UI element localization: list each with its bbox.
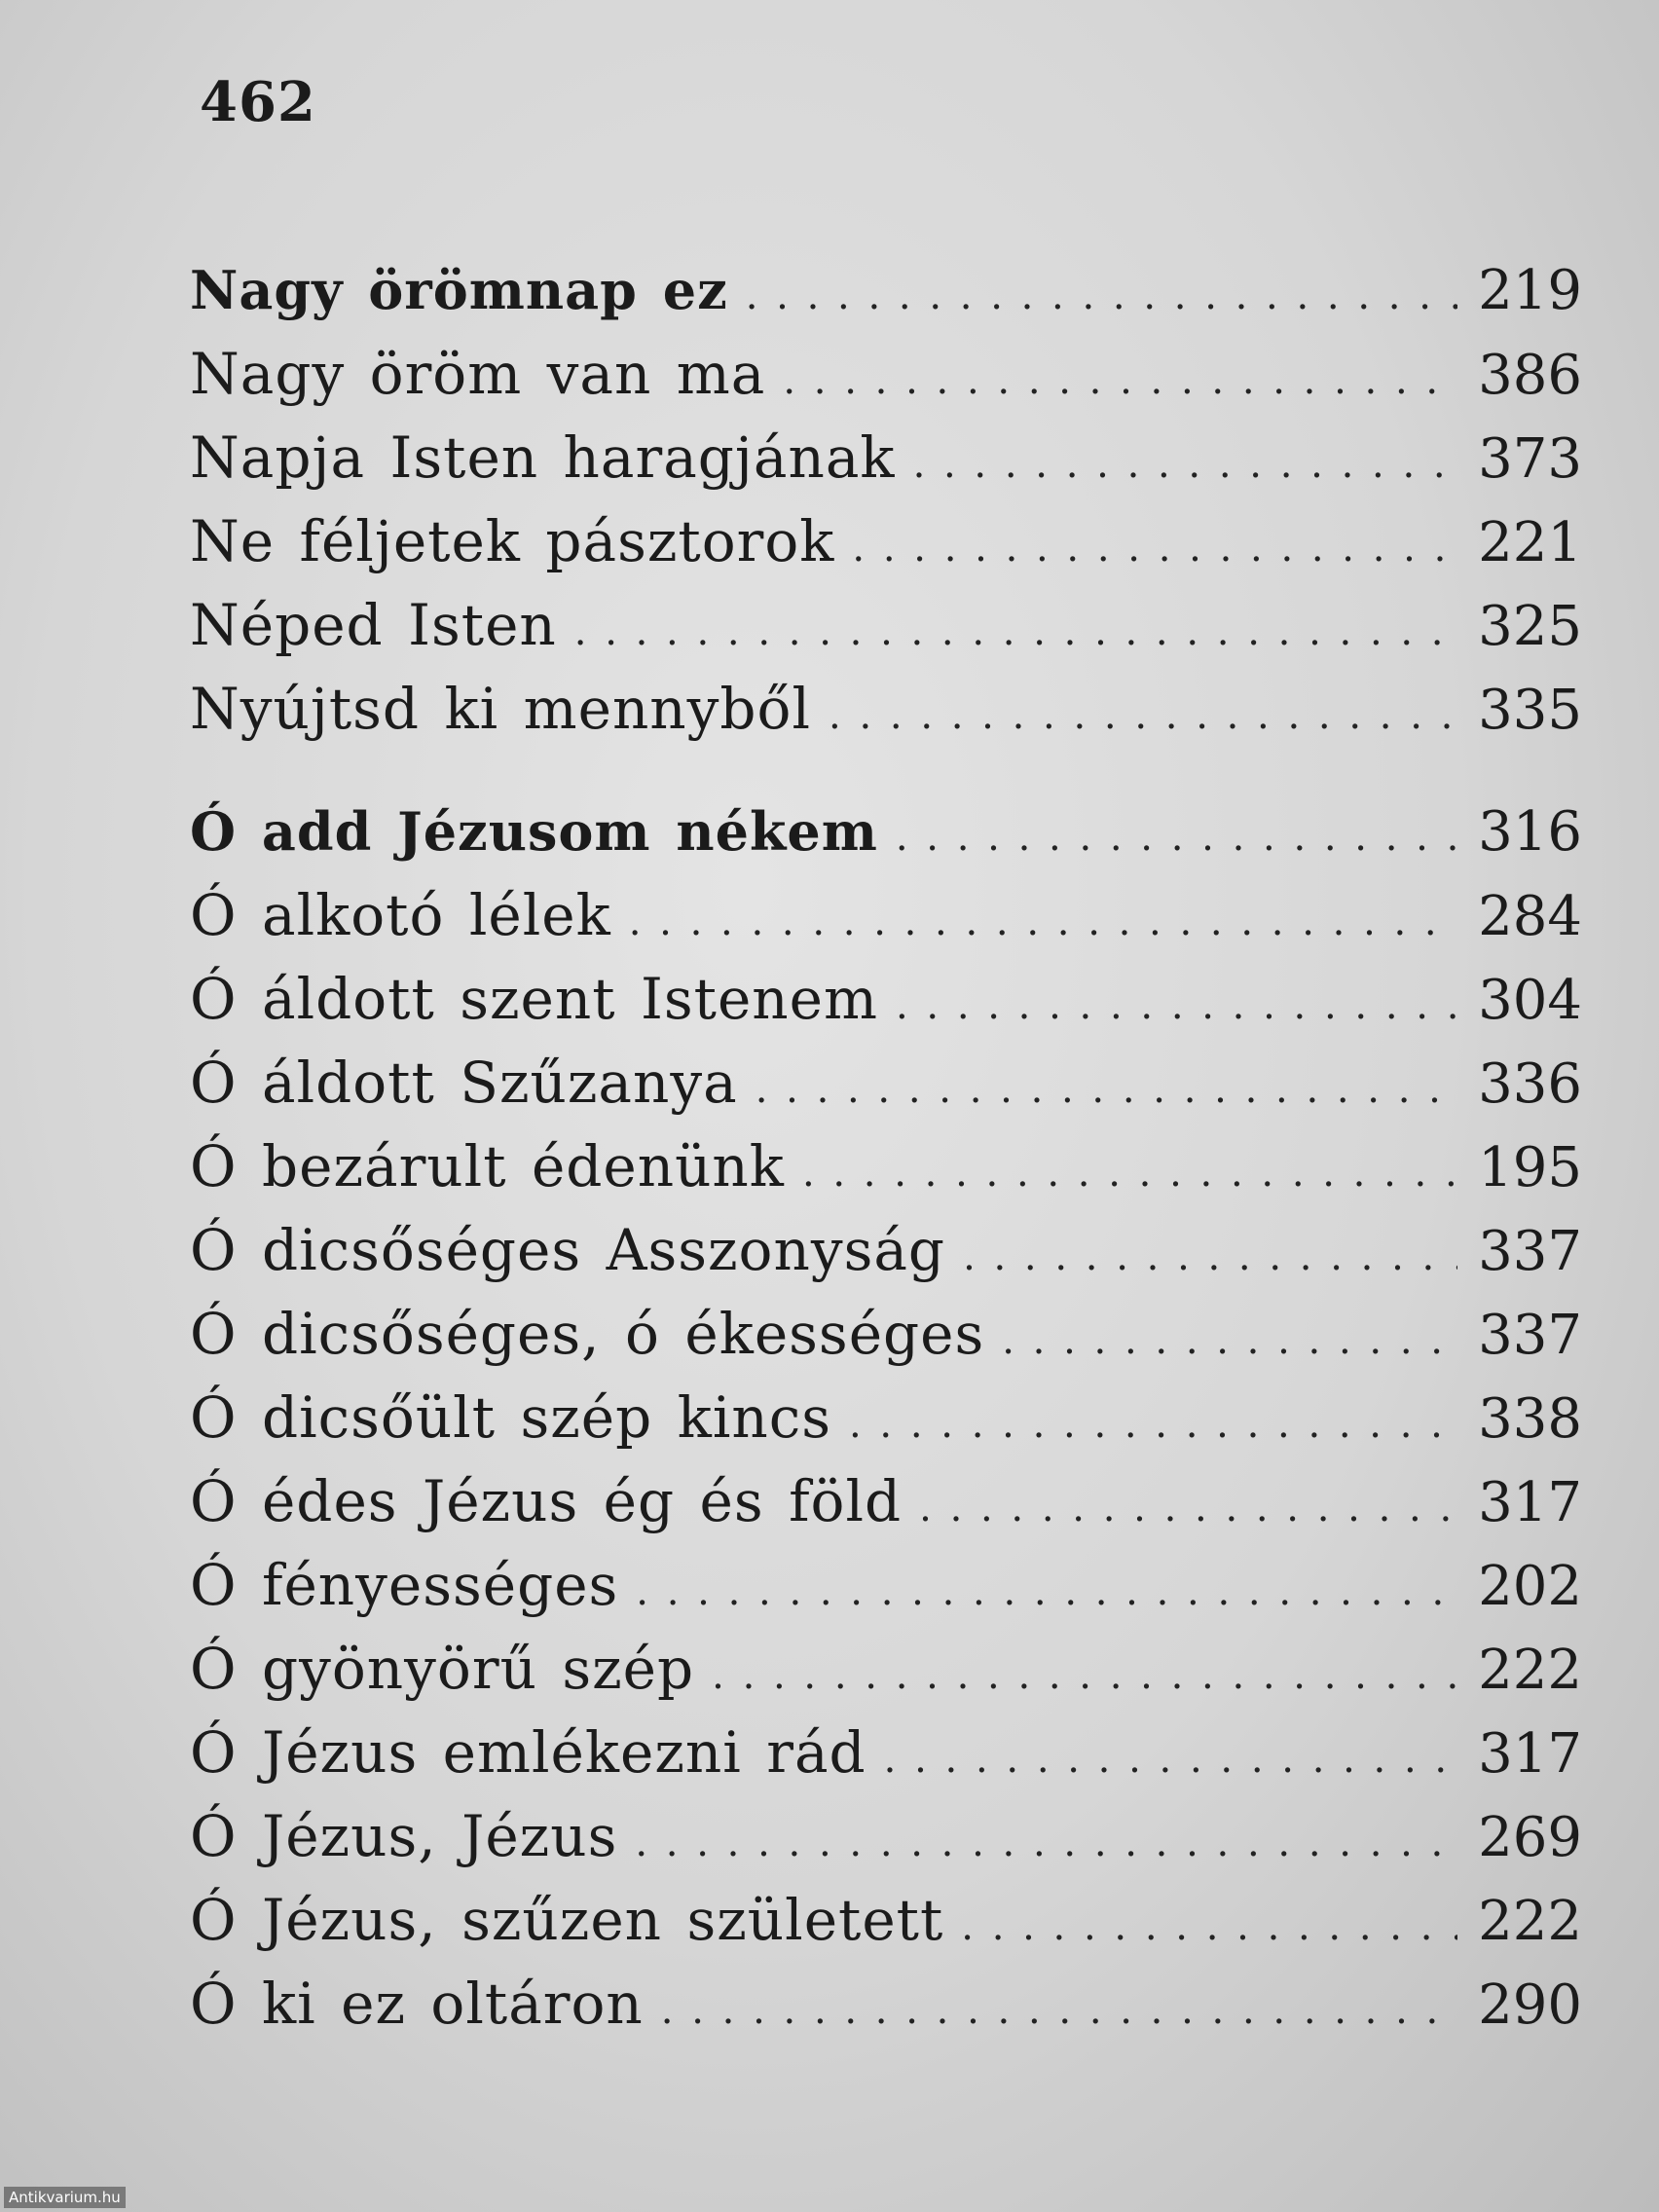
index-entry	[190, 1794, 1582, 1878]
entry-title: Ne féljetek pásztorok	[190, 508, 835, 574]
entry-title: Ó dicsőséges Asszonyság	[190, 1217, 946, 1283]
entry-page: 335	[1478, 679, 1582, 742]
entry-title: Ó dicsőséges, ó ékességes	[190, 1301, 985, 1367]
page-number: 462	[200, 70, 316, 134]
dot-leader	[629, 880, 1457, 964]
entry-page: 284	[1478, 885, 1582, 948]
entry-page: 222	[1478, 1890, 1582, 1953]
index-entry	[190, 1962, 1582, 2046]
dot-leader	[635, 1801, 1457, 1885]
dot-leader	[849, 1382, 1457, 1466]
entry-page: 373	[1478, 427, 1582, 491]
dot-leader	[913, 423, 1457, 506]
dot-leader	[802, 1131, 1457, 1215]
entry-page: 325	[1478, 595, 1582, 658]
entry-page: 195	[1478, 1136, 1582, 1199]
entry-page: 202	[1478, 1555, 1582, 1618]
entry-page: 317	[1478, 1722, 1582, 1786]
index-entry	[190, 583, 1582, 667]
entry-title: Ó ki ez oltáron	[190, 1971, 644, 2037]
index-entry	[190, 499, 1582, 583]
index-entry	[190, 1627, 1582, 1711]
entry-title: Ó alkotó lélek	[190, 882, 611, 948]
index-entry	[190, 248, 1582, 332]
index-entry	[190, 332, 1582, 416]
index-list	[190, 248, 1582, 2046]
entry-title: Ó Jézus emlékezni rád	[190, 1719, 866, 1786]
dot-leader	[783, 339, 1457, 423]
entry-page: 386	[1478, 344, 1582, 407]
entry-title: Nyújtsd ki mennyből	[190, 676, 812, 742]
watermark: Antikvarium.hu	[4, 2187, 126, 2208]
entry-title: Ó Jézus, Jézus	[190, 1803, 618, 1869]
index-entry	[190, 1376, 1582, 1459]
index-entry	[190, 1208, 1582, 1292]
dot-leader	[896, 964, 1457, 1048]
entry-page: 222	[1478, 1639, 1582, 1702]
index-entry	[190, 873, 1582, 957]
index-entry	[190, 790, 1582, 873]
dot-leader	[1002, 1299, 1457, 1382]
entry-page: 336	[1478, 1052, 1582, 1116]
dot-leader	[712, 1634, 1457, 1717]
entry-title: Napja Isten haragjának	[190, 424, 896, 491]
entry-title: Ó add Jézusom nékem	[190, 800, 878, 863]
entry-page: 290	[1478, 1973, 1582, 2037]
index-entry	[190, 1124, 1582, 1208]
entry-page: 269	[1478, 1806, 1582, 1869]
index-entry	[190, 1711, 1582, 1794]
entry-title: Ó fényességes	[190, 1552, 619, 1618]
dot-leader	[961, 1885, 1457, 1969]
entry-page: 337	[1478, 1220, 1582, 1283]
entry-title: Nagy örömnap ez	[190, 259, 728, 321]
index-entry	[190, 416, 1582, 499]
entry-page: 304	[1478, 969, 1582, 1032]
entry-title: Ó dicsőült szép kincs	[190, 1384, 831, 1451]
entry-title: Nagy öröm van ma	[190, 341, 766, 407]
entry-title: Ó édes Jézus ég és föld	[190, 1468, 903, 1534]
dot-leader	[746, 254, 1457, 338]
entry-page: 221	[1478, 511, 1582, 574]
entry-page: 316	[1478, 800, 1582, 864]
entry-title: Néped Isten	[190, 592, 557, 658]
entry-title: Ó áldott Szűzanya	[190, 1050, 738, 1116]
index-entry	[190, 1459, 1582, 1543]
index-entry	[190, 1292, 1582, 1376]
dot-leader	[852, 506, 1457, 590]
dot-leader	[756, 1048, 1457, 1131]
entry-page: 219	[1478, 259, 1582, 322]
index-entry	[190, 1878, 1582, 1962]
dot-leader	[829, 674, 1457, 757]
entry-title: Ó áldott szent Istenem	[190, 966, 878, 1032]
index-entry	[190, 957, 1582, 1041]
entry-title: Ó Jézus, szűzen született	[190, 1887, 944, 1953]
entry-page: 337	[1478, 1304, 1582, 1367]
dot-leader	[661, 1969, 1457, 2052]
index-entry	[190, 1041, 1582, 1124]
dot-leader	[636, 1550, 1457, 1634]
dot-leader	[574, 590, 1457, 674]
entry-page: 317	[1478, 1471, 1582, 1534]
dot-leader	[884, 1717, 1457, 1801]
dot-leader	[919, 1466, 1457, 1550]
dot-leader	[963, 1215, 1457, 1299]
entry-title: Ó bezárult édenünk	[190, 1133, 785, 1199]
index-entry	[190, 1543, 1582, 1627]
entry-page: 338	[1478, 1387, 1582, 1451]
entry-title: Ó gyönyörű szép	[190, 1636, 695, 1702]
dot-leader	[896, 795, 1457, 879]
index-entry	[190, 667, 1582, 751]
